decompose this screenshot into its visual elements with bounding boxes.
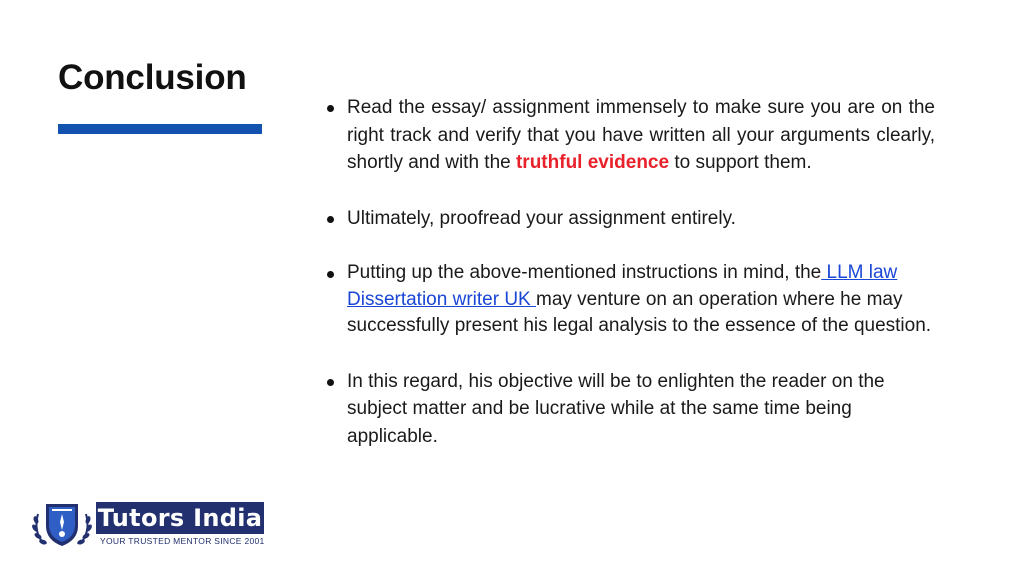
- bullet-3-text-start: Putting up the above-mentioned instructions in mind, the: [347, 262, 822, 283]
- bullet-dot: [327, 379, 334, 386]
- llm-dissertation-writer-link[interactable]: LLM law Dissertation writer UK: [347, 262, 898, 310]
- bullet-dot: [327, 216, 334, 223]
- bullet-item-4: [327, 368, 935, 451]
- bullet-item-1: [327, 94, 935, 177]
- bullet-4-text: In this regard, his objective will be to enlighten the reader on the subject matter and be lucrative while at the same time being applicable.: [347, 370, 885, 447]
- slide-title: Conclusion: [58, 58, 247, 97]
- bullet-1-text-end: to support them.: [669, 152, 812, 173]
- tutors-india-logo: [30, 500, 266, 550]
- bullet-3-text-end: may venture on an operation where he may successfully present his legal analysis to the essence of the question.: [347, 288, 932, 336]
- bullet-dot: [327, 105, 334, 112]
- bullet-dot: [327, 271, 334, 278]
- laurel-crest-icon: [30, 500, 94, 550]
- tutors-india-brand: Tutors India: [97, 504, 263, 532]
- title-underline-bar: [58, 124, 262, 134]
- bullet-item-2: [327, 205, 935, 233]
- bullet-2-text: Ultimately, proofread your assignment entirely.: [347, 207, 736, 229]
- truthful-evidence-highlight: truthful evidence: [515, 152, 670, 173]
- bullet-item-3: [327, 260, 935, 340]
- logo-tagline: YOUR TRUSTED MENTOR SINCE 2001: [100, 536, 265, 546]
- bullet-1-text-start: Read the essay/ assignment immensely to make sure you are on the right track and verify that you have written all your arguments clearly, shortly and with the: [347, 97, 935, 173]
- bullet-list: [327, 94, 935, 450]
